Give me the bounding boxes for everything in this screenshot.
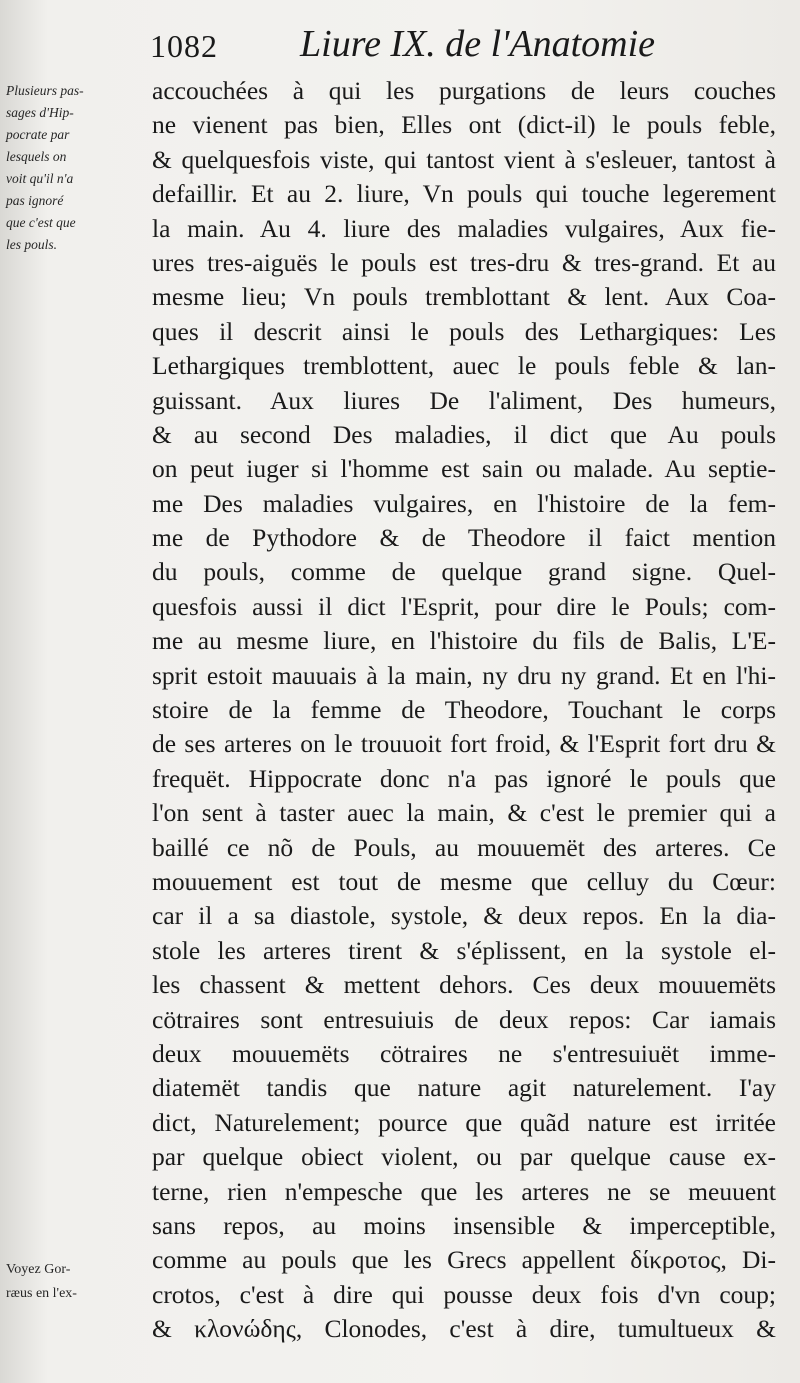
text-line: Lethargiques tremblottent, auec le pouls feble & lan- <box>152 351 776 381</box>
margin-note-line: ræus en l'ex- <box>6 1286 77 1301</box>
text-line: quesfois aussi il dict l'Esprit, pour dire le Pouls; com- <box>152 591 776 621</box>
text-line: deux mouuemëts cötraires ne s'entresuiuët imme- <box>152 1038 776 1068</box>
margin-note-line: Voyez Gor- <box>6 1262 71 1277</box>
text-line: comme au pouls que les Grecs appellent δίκροτος, Di- <box>152 1245 776 1275</box>
margin-note-line: voit qu'il n'a <box>6 171 74 186</box>
margin-note-line: les pouls. <box>6 237 58 252</box>
text-line: & au second Des maladies, il dict que Au pouls <box>152 419 776 449</box>
text-line: sprit estoit mauuais à la main, ny dru ny grand. Et en l'hi- <box>152 660 776 690</box>
text-line: les chassent & mettent dehors. Ces deux mouuemëts <box>152 970 776 1000</box>
text-line: guissant. Aux liures De l'aliment, Des humeurs, <box>152 385 776 415</box>
text-line: frequët. Hippocrate donc n'a pas ignoré le pouls que <box>152 763 776 793</box>
running-title: Liure IX. de l'Anatomie <box>300 23 655 65</box>
margin-note-top <box>6 80 156 256</box>
text-line: accouchées à qui les purgations de leurs couches <box>152 76 776 105</box>
text-line: mesme lieu; Vn pouls tremblottant & lent. Aux Coa- <box>152 282 776 312</box>
margin-note-line: lesquels on <box>6 149 67 164</box>
text-line: & quelquesfois viste, qui tantost vient à s'esleuer, tantost à <box>152 144 776 174</box>
text-line: crotos, c'est à dire qui pousse deux fois d'vn coup; <box>152 1279 776 1309</box>
text-line: stole les arteres tirent & s'éplissent, en la systole el- <box>152 935 776 965</box>
text-line: l'on sent à taster auec la main, & c'est le premier qui a <box>152 798 776 828</box>
text-line: on peut iuger si l'homme est sain ou malade. Au septie- <box>152 454 776 484</box>
text-line: & κλονώδης, Clonodes, c'est à dire, tumultueux & <box>152 1314 776 1344</box>
text-line: me au mesme liure, en l'histoire du fils de Balis, L'E- <box>152 626 776 656</box>
text-line: baillé ce nõ de Pouls, au mouuemët des arteres. Ce <box>152 832 776 862</box>
page-number: 1082 <box>150 28 218 64</box>
text-line: car il a sa diastole, systole, & deux repos. En la dia- <box>152 901 776 931</box>
text-line: de ses arteres on le trouuoit fort froid, & l'Esprit fort dru & <box>152 729 776 759</box>
margin-note-line: pas ignoré <box>6 193 64 208</box>
margin-note-line: que c'est que <box>6 215 76 230</box>
text-line: ne vienent pas bien, Elles ont (dict-il) le pouls feble, <box>152 110 776 140</box>
text-line: ques il descrit ainsi le pouls des Lethargiques: Les <box>152 316 776 346</box>
text-line: mouuement est tout de mesme que celluy du Cœur: <box>152 866 776 896</box>
text-line: defaillir. Et au 2. liure, Vn pouls qui touche legerement <box>152 179 776 209</box>
margin-note-line: sages d'Hip- <box>6 105 74 120</box>
body-text <box>152 74 776 1346</box>
margin-note-line: pocrate par <box>6 127 70 142</box>
margin-note-line: Plusieurs pas- <box>6 83 84 98</box>
text-line: la main. Au 4. liure des maladies vulgaires, Aux fie- <box>152 213 776 243</box>
text-line: sans repos, au moins insensible & imperceptible, <box>152 1210 776 1240</box>
text-line: me Des maladies vulgaires, en l'histoire de la fem- <box>152 488 776 518</box>
text-line: terne, rien n'empesche que les arteres ne se meuuent <box>152 1176 776 1206</box>
text-line: par quelque obiect violent, ou par quelque cause ex- <box>152 1142 776 1172</box>
page-header <box>150 18 770 68</box>
text-line: me de Pythodore & de Theodore il faict mention <box>152 523 776 553</box>
text-line: cötraires sont entresuiuis de deux repos: Car iamais <box>152 1004 776 1034</box>
text-line: du pouls, comme de quelque grand signe. Quel- <box>152 557 776 587</box>
margin-note-bottom <box>6 1258 156 1306</box>
text-line: dict, Naturelement; pource que quãd nature est irritée <box>152 1107 776 1137</box>
text-line: diatemët tandis que nature agit naturelement. I'ay <box>152 1073 776 1103</box>
text-line: stoire de la femme de Theodore, Touchant le corps <box>152 695 776 725</box>
text-line: ures tres-aiguës le pouls est tres-dru & tres-grand. Et au <box>152 247 776 277</box>
